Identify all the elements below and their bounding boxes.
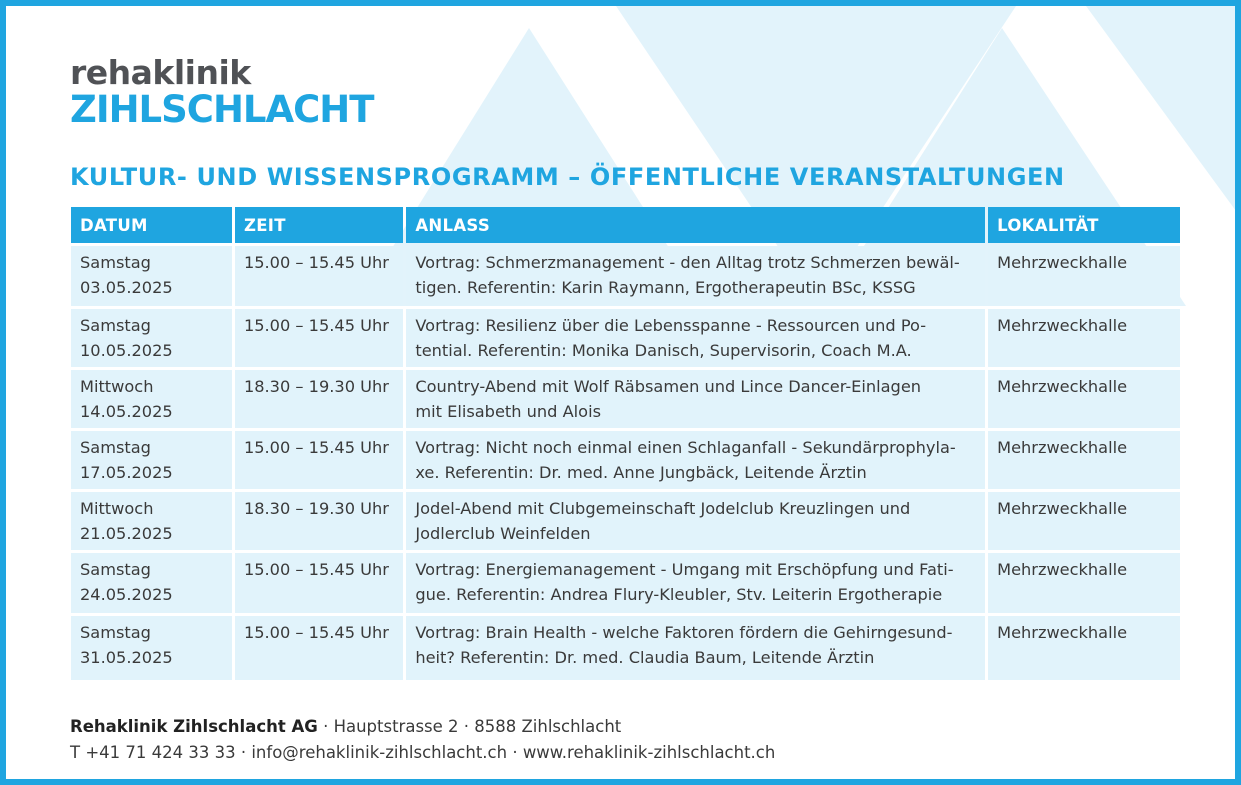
date-cell (71, 616, 232, 680)
company-name: Rehaklinik Zihlschlacht AG (70, 717, 318, 736)
footer (70, 714, 775, 766)
event-line: heit? Referentin: Dr. med. Claudia Baum, Leitende Ärztin (415, 648, 875, 667)
table-row (71, 492, 1180, 550)
footer-contact-line: T +41 71 424 33 33 · info@rehaklinik-zihlschlacht.ch · www.rehaklinik-zihlschlacht.ch (70, 743, 776, 762)
footer-address-line (70, 714, 775, 740)
table-row (71, 309, 1180, 367)
event-cell (406, 309, 985, 367)
time-cell: 18.30 – 19.30 Uhr (235, 370, 403, 428)
date: 10.05.2025 (80, 341, 173, 360)
table-row (71, 616, 1180, 680)
weekday: Samstag (80, 438, 151, 457)
location-cell: Mehrzweckhalle (988, 616, 1180, 680)
event-line: Vortrag: Resilienz über die Lebensspanne - Ressourcen und Po- (415, 316, 927, 335)
weekday: Mittwoch (80, 377, 154, 396)
location-cell: Mehrzweckhalle (988, 431, 1180, 489)
event-line: mit Elisabeth und Alois (415, 402, 602, 421)
weekday: Samstag (80, 623, 151, 642)
time-cell: 15.00 – 15.45 Uhr (235, 616, 403, 680)
table-header-row (71, 207, 1180, 243)
date-cell (71, 553, 232, 613)
date: 21.05.2025 (80, 524, 173, 543)
time-cell: 15.00 – 15.45 Uhr (235, 553, 403, 613)
location-cell: Mehrzweckhalle (988, 492, 1180, 550)
date: 03.05.2025 (80, 278, 173, 297)
column-header-datum: DATUM (71, 207, 232, 243)
location-cell: Mehrzweckhalle (988, 246, 1180, 306)
event-cell (406, 370, 985, 428)
event-line: tential. Referentin: Monika Danisch, Supervisorin, Coach M.A. (415, 341, 912, 360)
date: 17.05.2025 (80, 463, 173, 482)
event-line: gue. Referentin: Andrea Flury-Kleubler, Stv. Leiterin Ergotherapie (415, 585, 943, 604)
table-row (71, 246, 1180, 306)
time-cell: 15.00 – 15.45 Uhr (235, 309, 403, 367)
logo (70, 53, 374, 131)
location-cell: Mehrzweckhalle (988, 370, 1180, 428)
table-row (71, 370, 1180, 428)
time-cell: 18.30 – 19.30 Uhr (235, 492, 403, 550)
date: 24.05.2025 (80, 585, 173, 604)
time-cell: 15.00 – 15.45 Uhr (235, 431, 403, 489)
column-header-anlass: ANLASS (406, 207, 985, 243)
event-line: Vortrag: Nicht noch einmal einen Schlaganfall - Sekundärprophyla- (415, 438, 956, 457)
table-row (71, 431, 1180, 489)
logo-text-rehaklinik: rehaklinik (70, 53, 251, 92)
date-cell (71, 246, 232, 306)
weekday: Mittwoch (80, 499, 154, 518)
weekday: Samstag (80, 316, 151, 335)
address: · Hauptstrasse 2 · 8588 Zihlschlacht (317, 717, 622, 736)
date-cell (71, 492, 232, 550)
event-line: xe. Referentin: Dr. med. Anne Jungbäck, Leitende Ärztin (415, 463, 867, 482)
date-cell (71, 370, 232, 428)
date: 14.05.2025 (80, 402, 173, 421)
date: 31.05.2025 (80, 648, 173, 667)
column-header-zeit: ZEIT (235, 207, 403, 243)
event-cell (406, 616, 985, 680)
event-line: Vortrag: Energiemanagement - Umgang mit Erschöpfung und Fati- (415, 560, 954, 579)
event-line: tigen. Referentin: Karin Raymann, Ergotherapeutin BSc, KSSG (415, 278, 916, 297)
event-cell (406, 431, 985, 489)
event-line: Jodel-Abend mit Clubgemeinschaft Jodelclub Kreuzlingen und (415, 499, 911, 518)
table-row (71, 553, 1180, 613)
date-cell (71, 309, 232, 367)
location-cell: Mehrzweckhalle (988, 553, 1180, 613)
event-line: Vortrag: Brain Health - welche Faktoren fördern die Gehirngesund- (415, 623, 953, 642)
column-header-lokalitaet: LOKALITÄT (988, 207, 1180, 243)
event-cell (406, 553, 985, 613)
logo-text-zihlschlacht: ZIHLSCHLACHT (70, 88, 374, 131)
date-cell (71, 431, 232, 489)
location-cell: Mehrzweckhalle (988, 309, 1180, 367)
event-cell (406, 492, 985, 550)
events-table (68, 204, 1183, 683)
event-line: Country-Abend mit Wolf Räbsamen und Lince Dancer-Einlagen (415, 377, 922, 396)
event-cell (406, 246, 985, 306)
weekday: Samstag (80, 253, 151, 272)
time-cell: 15.00 – 15.45 Uhr (235, 246, 403, 306)
weekday: Samstag (80, 560, 151, 579)
page-title: KULTUR- UND WISSENSPROGRAMM – ÖFFENTLICHE VERANSTALTUNGEN (70, 163, 1065, 191)
event-line: Vortrag: Schmerzmanagement - den Alltag trotz Schmerzen bewäl- (415, 253, 960, 272)
event-line: Jodlerclub Weinfelden (415, 524, 591, 543)
